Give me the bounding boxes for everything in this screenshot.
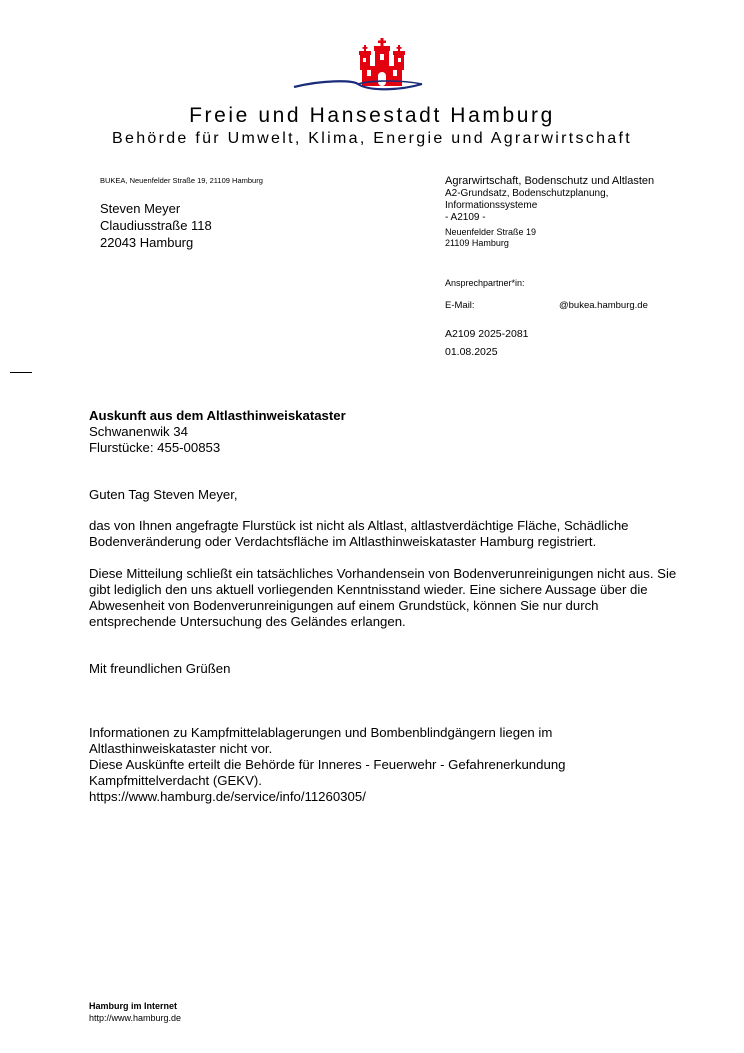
body-paragraph-1: das von Ihnen angefragte Flurstück ist nicht als Altlast, altlastverdächtige Fläche, Schädliche Bodenveränderung oder Verdachtsfläche im Altlasthinweiskataster Hamburg registriert. <box>89 518 629 549</box>
letter-date: 01.08.2025 <box>445 346 498 358</box>
subject-parcel: Flurstücke: 455-00853 <box>89 440 221 455</box>
department-address <box>445 227 536 249</box>
recipient-address <box>100 200 212 251</box>
recipient-street: Claudiusstraße 118 <box>100 218 212 233</box>
reference-number: A2109 2025-2081 <box>445 328 529 340</box>
recipient-city: 22043 Hamburg <box>100 235 194 250</box>
subject-street: Schwanenwik 34 <box>89 424 188 439</box>
closing: Mit freundlichen Grüßen <box>89 661 231 676</box>
fold-mark <box>10 372 32 373</box>
recipient-name: Steven Meyer <box>100 201 181 216</box>
footer-title: Hamburg im Internet <box>89 1001 178 1011</box>
email-domain: @bukea.hamburg.de <box>559 300 648 311</box>
info-link[interactable]: https://www.hamburg.de/service/info/11260305/ <box>89 789 366 804</box>
hamburg-castle-emblem-icon <box>292 36 424 94</box>
department-unit-code: - A2109 - <box>445 212 486 223</box>
city-name: Freie und Hansestadt Hamburg <box>189 104 555 127</box>
greeting: Guten Tag Steven Meyer, <box>89 487 238 502</box>
sender-return-address: BUKEA, Neuenfelder Straße 19, 21109 Hamburg <box>100 176 263 185</box>
authority-name: Behörde für Umwelt, Klima, Energie und Agrarwirtschaft <box>112 130 632 147</box>
body-paragraph-2: Diese Mitteilung schließt ein tatsächliches Vorhandensein von Bodenverunreinigungen nicht aus. Sie gibt lediglich den uns aktuell vorliegenden Kenntnisstand wieder. Eine sichere Aussage über die Abwesenheit von Bodenverunreinigungen auf einem Grundstück, können Sie nur durch entsprechende Untersuchung des Geländes erlangen. <box>89 566 677 629</box>
info-line-4: Kampfmittelverdacht (GEKV). <box>89 773 262 788</box>
department-street: Neuenfelder Straße 19 <box>445 227 537 237</box>
info-line-3: Diese Auskünfte erteilt die Behörde für Inneres - Feuerwehr - Gefahrenerkundung <box>89 757 566 772</box>
footer-url[interactable]: http://www.hamburg.de <box>89 1013 182 1023</box>
info-line-2: Altlasthinweiskataster nicht vor. <box>89 741 273 756</box>
department-city: 21109 Hamburg <box>445 238 509 248</box>
department-unit-line1: A2-Grundsatz, Bodenschutzplanung, <box>445 188 609 199</box>
email-label: E-Mail: <box>445 300 475 311</box>
department-title: Agrarwirtschaft, Bodenschutz und Altlasten <box>445 175 655 187</box>
department-unit-line2: Informationssysteme <box>445 200 538 211</box>
contact-label: Ansprechpartner*in: <box>445 278 525 288</box>
info-line-1: Informationen zu Kampfmittelablagerungen und Bombenblindgängern liegen im <box>89 725 553 740</box>
department-block <box>445 175 695 224</box>
subject-title: Auskunft aus dem Altlasthinweiskataster <box>89 408 346 423</box>
info-block <box>89 725 689 805</box>
